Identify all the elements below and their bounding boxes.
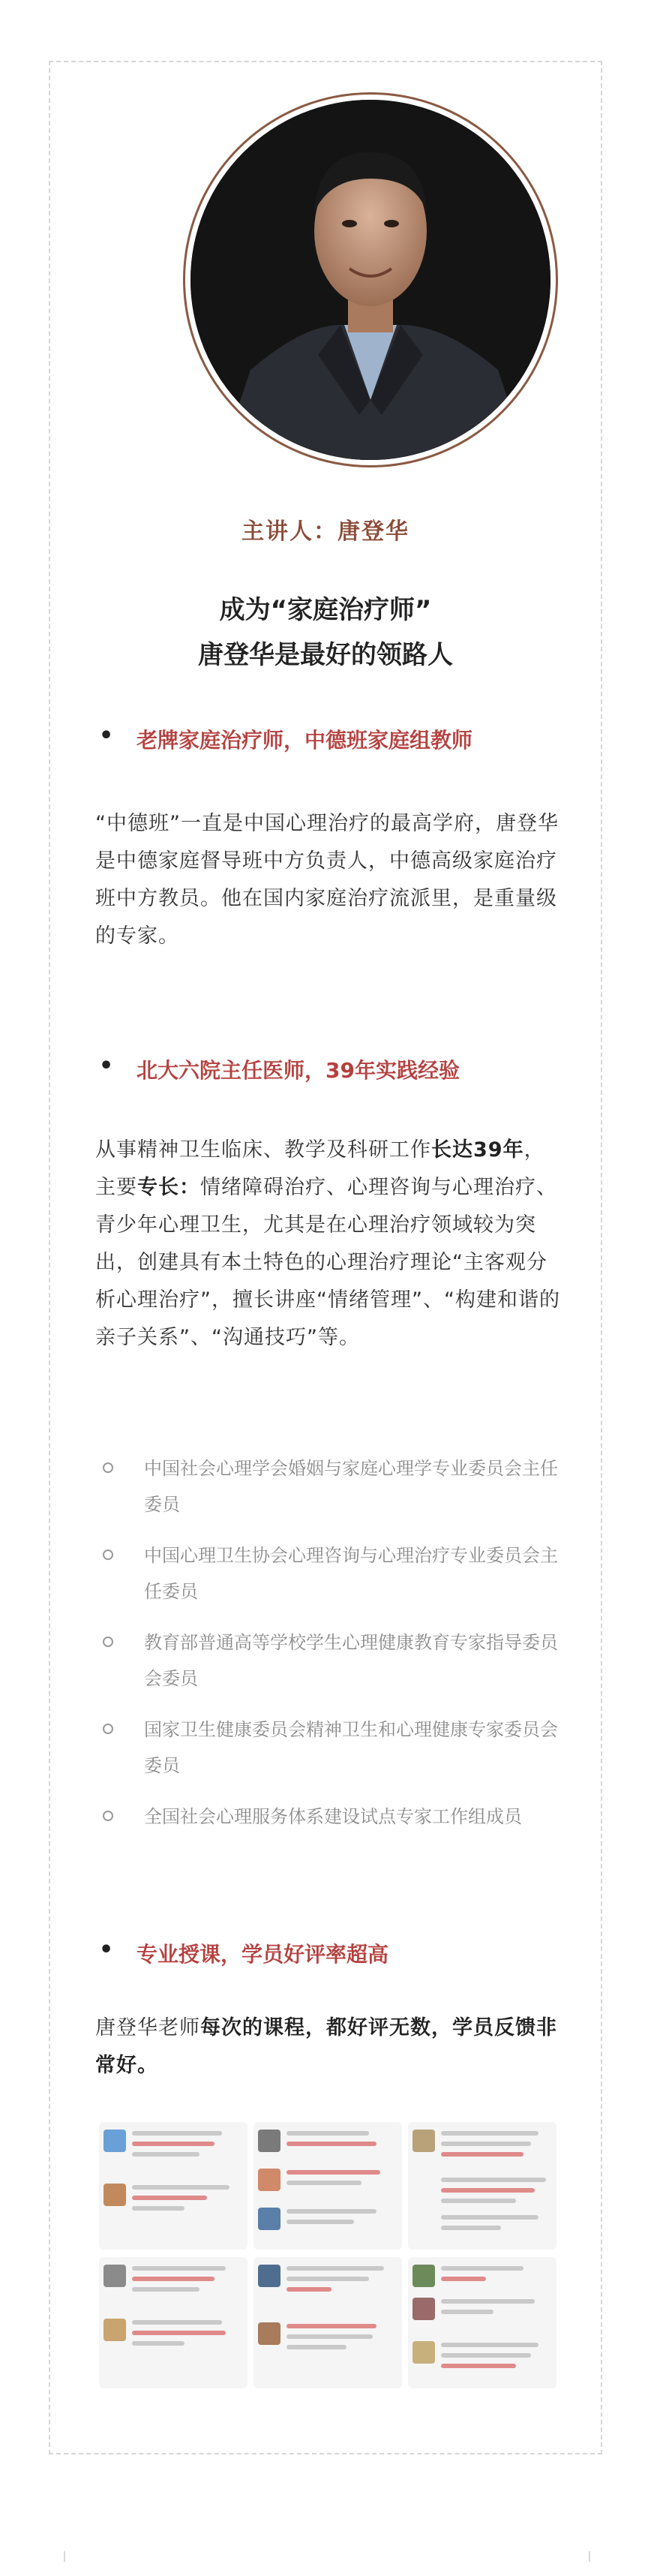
feedback-screenshot: [254, 2122, 402, 2250]
speaker-label: 主讲人：唐登华: [242, 519, 410, 545]
section-paragraph-1: “中德班”一直是中国心理治疗的最高学府，唐登华是中德家庭督导班中方负责人，中德高级家庭治疗班中方教员。他在国内家庭治疗流派里，是重量级的专家。: [95, 812, 559, 948]
section-title-1-text: 老牌家庭治疗师，中德班家庭组教师: [136, 728, 473, 753]
speaker-portrait: [190, 100, 550, 460]
section-title-3-text: 专业授课，学员好评率超高: [136, 1942, 389, 1967]
section-paragraph-3: [95, 2009, 560, 2085]
student-feedback-collage: [99, 2122, 556, 2392]
roles-list: [103, 1450, 568, 1850]
content-frame: [49, 61, 602, 2454]
feedback-screenshot: [408, 2122, 556, 2250]
para3-text-1: 唐登华老师: [95, 2016, 200, 2039]
portrait-illustration: [190, 100, 550, 460]
divider-mark: [589, 2551, 590, 2562]
role-item: 教育部普通高等学校学生心理健康教育专家指导委员会委员: [103, 1625, 568, 1697]
headline: [50, 588, 601, 678]
feedback-screenshot: [254, 2257, 402, 2388]
section-title-3: [103, 1938, 388, 1968]
divider-mark: [64, 2551, 65, 2562]
para2-text-1: 从事精神卫生临床、教学及科研工作: [95, 1138, 431, 1162]
section-paragraph-2: [95, 1132, 560, 1357]
feedback-screenshot: [408, 2257, 556, 2388]
headline-line-2: 唐登华是最好的领路人: [198, 640, 453, 670]
section-title-2: [103, 1054, 460, 1084]
feedback-screenshot: [99, 2122, 248, 2250]
role-item: 中国社会心理学会婚姻与家庭心理学专业委员会主任委员: [103, 1450, 568, 1522]
para2-bold-2: 专长：: [137, 1176, 200, 1199]
para2-bold-1: 长达39年: [431, 1138, 524, 1162]
role-item: 全国社会心理服务体系建设试点专家工作组成员: [103, 1799, 568, 1835]
role-item: 中国心理卫生协会心理咨询与心理治疗专业委员会主任委员: [103, 1537, 568, 1610]
feedback-screenshot: [99, 2257, 248, 2388]
para2-text-3: 情绪障碍治疗、心理咨询与心理治疗、青少年心理卫生，尤其是在心理治疗领域较为突出，创建具有本土特色的心理治疗理论“主客观分析心理治疗”，擅长讲座“情绪管理”、“构建和谐的亲子关系”、“沟通技巧”等。: [95, 1176, 560, 1349]
headline-line-1: 成为“家庭治疗师”: [219, 595, 432, 625]
para3-bold-1: 每次的课程，都好评无数，学员反馈非常好。: [95, 2016, 557, 2077]
section-title-1: [103, 724, 472, 754]
role-item: 国家卫生健康委员会精神卫生和心理健康专家委员会委员: [103, 1712, 568, 1784]
section-title-2-text: 北大六院主任医师，39年实践经验: [136, 1058, 460, 1083]
portrait-ring: [183, 92, 558, 467]
para2-text-2: ，主要: [95, 1138, 545, 1199]
